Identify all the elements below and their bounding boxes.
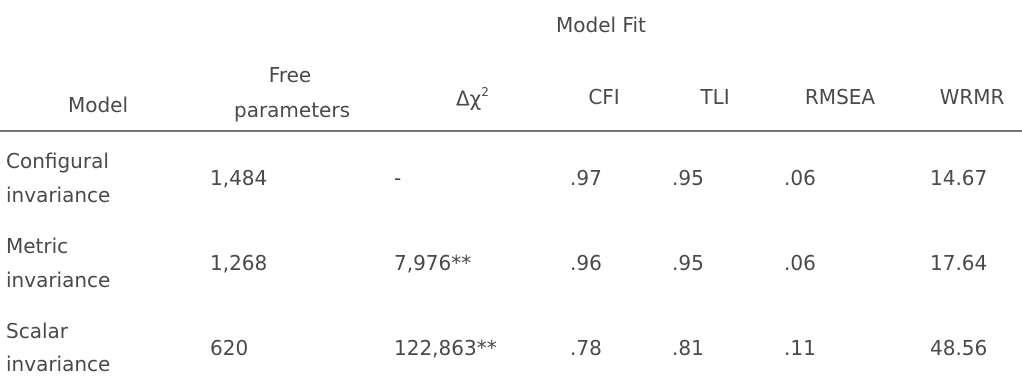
row-free: 1,268 (210, 251, 268, 275)
header-cfi: CFI (588, 85, 620, 109)
row-wrmr: 48.56 (930, 336, 988, 360)
header-tli: TLI (700, 85, 730, 109)
row-model-line2: invariance (6, 352, 111, 376)
header-delta-chi2: $\Delta\chi^2$ (456, 85, 489, 111)
row-delta: 122,863** (394, 336, 497, 360)
header-wrmr: WRMR (939, 85, 1005, 109)
row-tli: .95 (672, 251, 704, 275)
row-delta: 7,976** (394, 251, 472, 275)
row-wrmr: 14.67 (930, 166, 988, 190)
row-cfi: .96 (570, 251, 602, 275)
header-model: Model (67, 93, 129, 117)
row-model-line1: Metric (6, 234, 69, 258)
row-model-line2: invariance (6, 183, 111, 207)
row-rmsea: .06 (784, 166, 816, 190)
row-model-line1: Configural (6, 149, 109, 173)
row-wrmr: 17.64 (930, 251, 988, 275)
row-rmsea: .06 (784, 251, 816, 275)
row-cfi: .97 (570, 166, 602, 190)
row-delta: - (394, 166, 402, 190)
row-free: 620 (210, 336, 249, 360)
row-cfi: .78 (570, 336, 602, 360)
header-free-line1: Free (268, 63, 312, 87)
header-rmsea: RMSEA (804, 85, 876, 109)
spanner-model-fit: Model Fit (556, 13, 646, 37)
row-tli: .81 (672, 336, 704, 360)
row-tli: .95 (672, 166, 704, 190)
row-free: 1,484 (210, 166, 268, 190)
row-model-line2: invariance (6, 268, 111, 292)
row-model-line1: Scalar (6, 319, 68, 343)
header-free-line2: parameters (233, 98, 351, 122)
header-rule (0, 130, 1022, 132)
row-rmsea: .11 (784, 336, 816, 360)
